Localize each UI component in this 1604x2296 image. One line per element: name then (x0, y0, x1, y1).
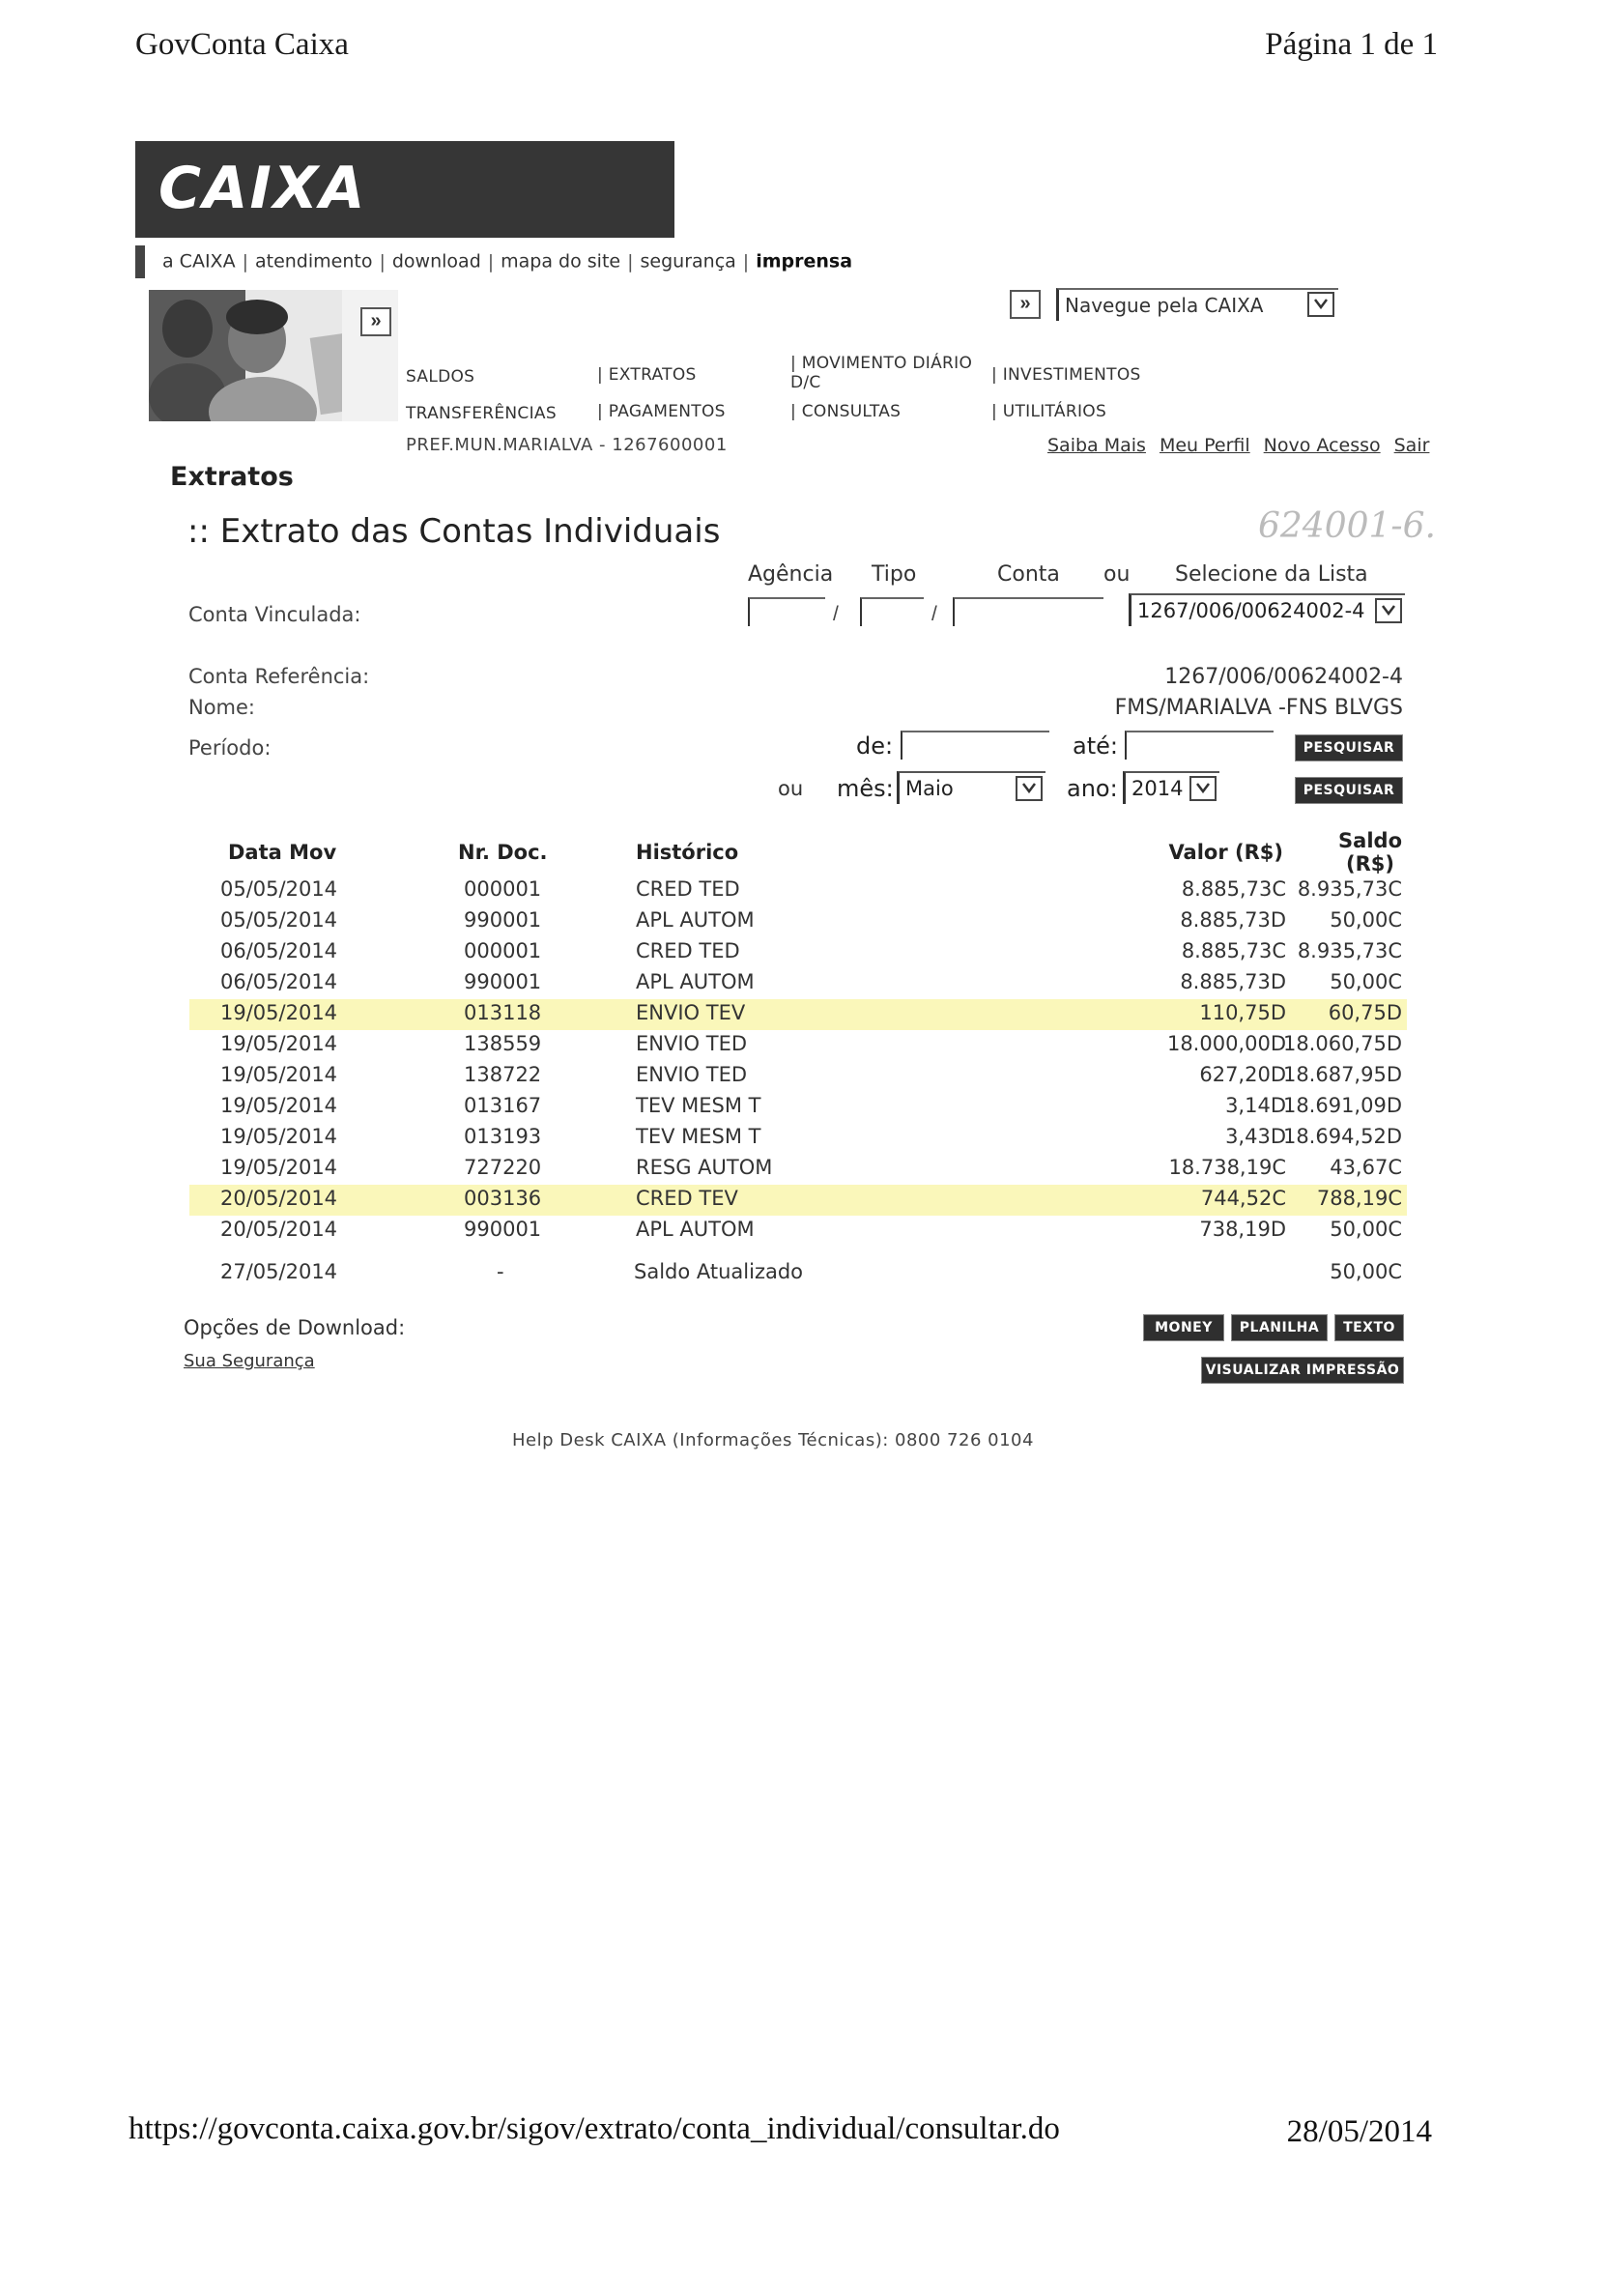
separator: | (379, 250, 386, 273)
cell-historico: Saldo Atualizado (634, 1260, 804, 1283)
cell-historico: ENVIO TEV (636, 1001, 746, 1024)
cell-saldo: 50,00C (1330, 1218, 1402, 1241)
link-seguranca[interactable]: segurança (640, 250, 736, 273)
menu-transferencias[interactable]: TRANSFERÊNCIAS (406, 404, 557, 423)
download-options-label: Opções de Download: (184, 1316, 406, 1339)
cell-data: 06/05/2014 (220, 939, 338, 962)
cell-doc: 990001 (464, 970, 542, 993)
menu-movimento-line2: D/C (790, 373, 821, 392)
cell-doc: 013167 (464, 1094, 542, 1117)
menu-consultas[interactable]: | CONSULTAS (790, 402, 902, 421)
cell-doc: 990001 (464, 908, 542, 932)
ano-label: ano: (1067, 775, 1118, 802)
col-conta-label: Conta (997, 562, 1060, 587)
cell-data: 19/05/2014 (220, 1094, 338, 1117)
cell-saldo: 8.935,73C (1297, 939, 1402, 962)
sua-seguranca-link[interactable]: Sua Segurança (184, 1351, 315, 1371)
conta-referencia-label: Conta Referência: (188, 665, 370, 688)
mes-select-value: Maio (905, 777, 954, 800)
ano-select-value: 2014 (1131, 777, 1184, 800)
cell-doc: 727220 (464, 1156, 542, 1179)
link-meu-perfil[interactable]: Meu Perfil (1159, 435, 1250, 456)
link-a-caixa[interactable]: a CAIXA (162, 250, 236, 273)
chevron-down-icon[interactable] (1189, 776, 1217, 801)
mes-label: mês: (837, 775, 894, 802)
cell-saldo: 18.694,52D (1282, 1125, 1402, 1148)
menu-movimento-line1: | MOVIMENTO DIÁRIO (790, 354, 973, 373)
ou-label: ou (778, 777, 804, 800)
cell-doc: 990001 (464, 1218, 542, 1241)
navegue-select-value: Navegue pela CAIXA (1065, 294, 1264, 317)
cell-doc: 138559 (464, 1032, 542, 1055)
cell-saldo: 788,19C (1316, 1187, 1402, 1210)
cell-saldo: 18.691,09D (1282, 1094, 1402, 1117)
cell-historico: APL AUTOM (636, 970, 755, 993)
cell-doc: 013193 (464, 1125, 542, 1148)
table-row (189, 906, 1407, 937)
col-ou-label: ou (1103, 562, 1131, 587)
cell-historico: ENVIO TED (636, 1032, 748, 1055)
cell-historico: TEV MESM T (636, 1125, 761, 1148)
cell-saldo: 8.935,73C (1297, 877, 1402, 901)
cell-saldo: 50,00C (1330, 1260, 1402, 1283)
cell-valor: 744,52C (1200, 1187, 1286, 1210)
visualizar-impressao-button[interactable]: VISUALIZAR IMPRESSÃO (1201, 1357, 1404, 1384)
link-mapa-do-site[interactable]: mapa do site (501, 250, 621, 273)
tipo-input[interactable] (860, 597, 924, 626)
cell-data: 19/05/2014 (220, 1125, 338, 1148)
download-texto-button[interactable]: TEXTO (1334, 1314, 1404, 1341)
nome-value: FMS/MARIALVA -FNS BLVGS (1114, 696, 1403, 720)
cell-doc: 138722 (464, 1063, 542, 1086)
header-saldo-line2: (R$) (1346, 852, 1395, 875)
cell-historico: CRED TEV (636, 1187, 738, 1210)
col-tipo-label: Tipo (872, 562, 917, 587)
ano-select[interactable] (1123, 771, 1219, 804)
header-nr-doc: Nr. Doc. (458, 841, 548, 864)
cell-valor: 8.885,73C (1181, 877, 1286, 901)
print-footer-url: https://govconta.caixa.gov.br/sigov/extrato/conta_individual/consultar.do (129, 2111, 1060, 2146)
ate-label: até: (1073, 732, 1118, 760)
cell-valor: 110,75D (1199, 1001, 1286, 1024)
table-row-saldo-atualizado (189, 1258, 1407, 1289)
cell-valor: 8.885,73C (1181, 939, 1286, 962)
header-saldo (1338, 829, 1402, 875)
table-row (189, 1123, 1407, 1154)
section-title: Extratos (170, 462, 294, 492)
caixa-logo-banner[interactable] (135, 141, 674, 238)
menu-movimento-diario[interactable] (790, 354, 972, 392)
table-row (189, 1185, 1407, 1216)
cell-historico: RESG AUTOM (636, 1156, 773, 1179)
data-fim-input[interactable] (1125, 731, 1274, 760)
cell-valor: 18.738,19C (1168, 1156, 1286, 1179)
menu-investimentos[interactable]: | INVESTIMENTOS (991, 365, 1141, 385)
cell-doc: 000001 (464, 939, 542, 962)
table-row (189, 1092, 1407, 1123)
link-download[interactable]: download (391, 250, 481, 273)
conta-vinculada-label: Conta Vinculada: (188, 603, 361, 626)
col-selecione-label: Selecione da Lista (1175, 562, 1368, 587)
download-planilha-button[interactable]: PLANILHA (1231, 1314, 1328, 1341)
cell-saldo: 60,75D (1328, 1001, 1402, 1024)
menu-extratos[interactable]: | EXTRATOS (597, 365, 697, 385)
cell-valor: 3,43D (1225, 1125, 1286, 1148)
header-valor: Valor (R$) (1168, 841, 1283, 864)
print-header-title: GovConta Caixa (135, 27, 349, 62)
col-agencia-label: Agência (748, 562, 834, 587)
table-row (189, 999, 1407, 1030)
link-imprensa[interactable]: imprensa (756, 250, 853, 273)
helpdesk-info: Help Desk CAIXA (Informações Técnicas): 0800 726 0104 (512, 1430, 1034, 1450)
page-title: :: Extrato das Contas Individuais (187, 512, 721, 551)
table-row (189, 1154, 1407, 1185)
cell-valor: 8.885,73D (1180, 908, 1286, 932)
cell-doc: 013118 (464, 1001, 542, 1024)
header-historico: Histórico (636, 841, 739, 864)
table-row (189, 1216, 1407, 1247)
cell-doc: - (497, 1260, 504, 1283)
cell-doc: 000001 (464, 877, 542, 901)
cell-saldo: 43,67C (1330, 1156, 1402, 1179)
header-data-mov: Data Mov (228, 841, 337, 864)
link-novo-acesso[interactable]: Novo Acesso (1263, 435, 1381, 456)
cell-data: 27/05/2014 (220, 1260, 338, 1283)
cell-data: 19/05/2014 (220, 1032, 338, 1055)
separator: | (242, 250, 248, 273)
cell-data: 19/05/2014 (220, 1063, 338, 1086)
chevron-down-icon[interactable] (1307, 292, 1334, 317)
cell-data: 20/05/2014 (220, 1187, 338, 1210)
cell-historico: TEV MESM T (636, 1094, 761, 1117)
handwritten-annotation: 624001-6. (1258, 506, 1436, 546)
cell-historico: APL AUTOM (636, 1218, 755, 1241)
mes-select[interactable] (897, 771, 1045, 804)
download-money-button[interactable]: MONEY (1143, 1314, 1224, 1341)
cell-saldo: 18.060,75D (1282, 1032, 1402, 1055)
cell-saldo: 50,00C (1330, 970, 1402, 993)
nav-marker (135, 245, 145, 278)
pesquisar-periodo-button[interactable]: PESQUISAR (1295, 734, 1403, 761)
menu-pagamentos[interactable]: | PAGAMENTOS (597, 402, 726, 421)
link-sair[interactable]: Sair (1393, 435, 1430, 456)
data-inicio-input[interactable] (901, 731, 1049, 760)
cell-historico: APL AUTOM (636, 908, 755, 932)
cell-saldo: 18.687,95D (1282, 1063, 1402, 1086)
table-row (189, 875, 1407, 906)
account-identifier: PREF.MUN.MARIALVA - 1267600001 (406, 435, 728, 455)
table-row (189, 1030, 1407, 1061)
cell-valor: 738,19D (1199, 1218, 1286, 1241)
link-atendimento[interactable]: atendimento (254, 250, 373, 273)
nome-label: Nome: (188, 696, 256, 719)
de-label: de: (856, 732, 894, 760)
cell-historico: CRED TED (636, 939, 740, 962)
print-page-number: Página 1 de 1 (1265, 27, 1438, 62)
print-footer-date: 28/05/2014 (1286, 2114, 1432, 2149)
periodo-label: Período: (188, 736, 272, 760)
separator: | (627, 250, 634, 273)
cell-historico: CRED TED (636, 877, 740, 901)
separator: | (487, 250, 495, 273)
cell-valor: 18.000,00D (1166, 1032, 1286, 1055)
header-saldo-line1: Saldo (1338, 829, 1402, 852)
banner-arrow-button[interactable]: » (360, 307, 391, 336)
cell-data: 19/05/2014 (220, 1156, 338, 1179)
chevron-down-icon[interactable] (1375, 598, 1402, 623)
menu-saldos[interactable]: SALDOS (406, 367, 475, 387)
conta-list-select[interactable] (1129, 593, 1405, 626)
cell-historico: ENVIO TED (636, 1063, 748, 1086)
link-saiba-mais[interactable]: Saiba Mais (1047, 435, 1146, 456)
conta-input[interactable] (953, 597, 1103, 626)
slash-separator: / (931, 603, 937, 625)
agencia-input[interactable] (748, 597, 825, 626)
navegue-go-button[interactable]: » (1010, 290, 1041, 319)
cell-valor: 627,20D (1199, 1063, 1286, 1086)
slash-separator: / (833, 603, 839, 625)
cell-data: 05/05/2014 (220, 877, 338, 901)
conta-referencia-value: 1267/006/00624002-4 (1164, 665, 1403, 689)
cell-doc: 003136 (464, 1187, 542, 1210)
cell-saldo: 50,00C (1330, 908, 1402, 932)
conta-list-select-value: 1267/006/00624002-4 (1137, 599, 1365, 622)
table-row (189, 1061, 1407, 1092)
user-links (1047, 435, 1429, 456)
top-navigation-links (135, 245, 852, 278)
navegue-select[interactable] (1056, 288, 1338, 321)
cell-data: 20/05/2014 (220, 1218, 338, 1241)
chevron-down-icon[interactable] (1016, 776, 1043, 801)
cell-valor: 3,14D (1225, 1094, 1286, 1117)
caixa-logo: CAIXA (158, 155, 367, 222)
cell-data: 19/05/2014 (220, 1001, 338, 1024)
separator: | (742, 250, 750, 273)
cell-data: 05/05/2014 (220, 908, 338, 932)
menu-utilitarios[interactable]: | UTILITÁRIOS (991, 402, 1107, 421)
cell-data: 06/05/2014 (220, 970, 338, 993)
table-row (189, 937, 1407, 968)
cell-valor: 8.885,73D (1180, 970, 1286, 993)
pesquisar-mes-button[interactable]: PESQUISAR (1295, 777, 1403, 804)
table-row (189, 968, 1407, 999)
